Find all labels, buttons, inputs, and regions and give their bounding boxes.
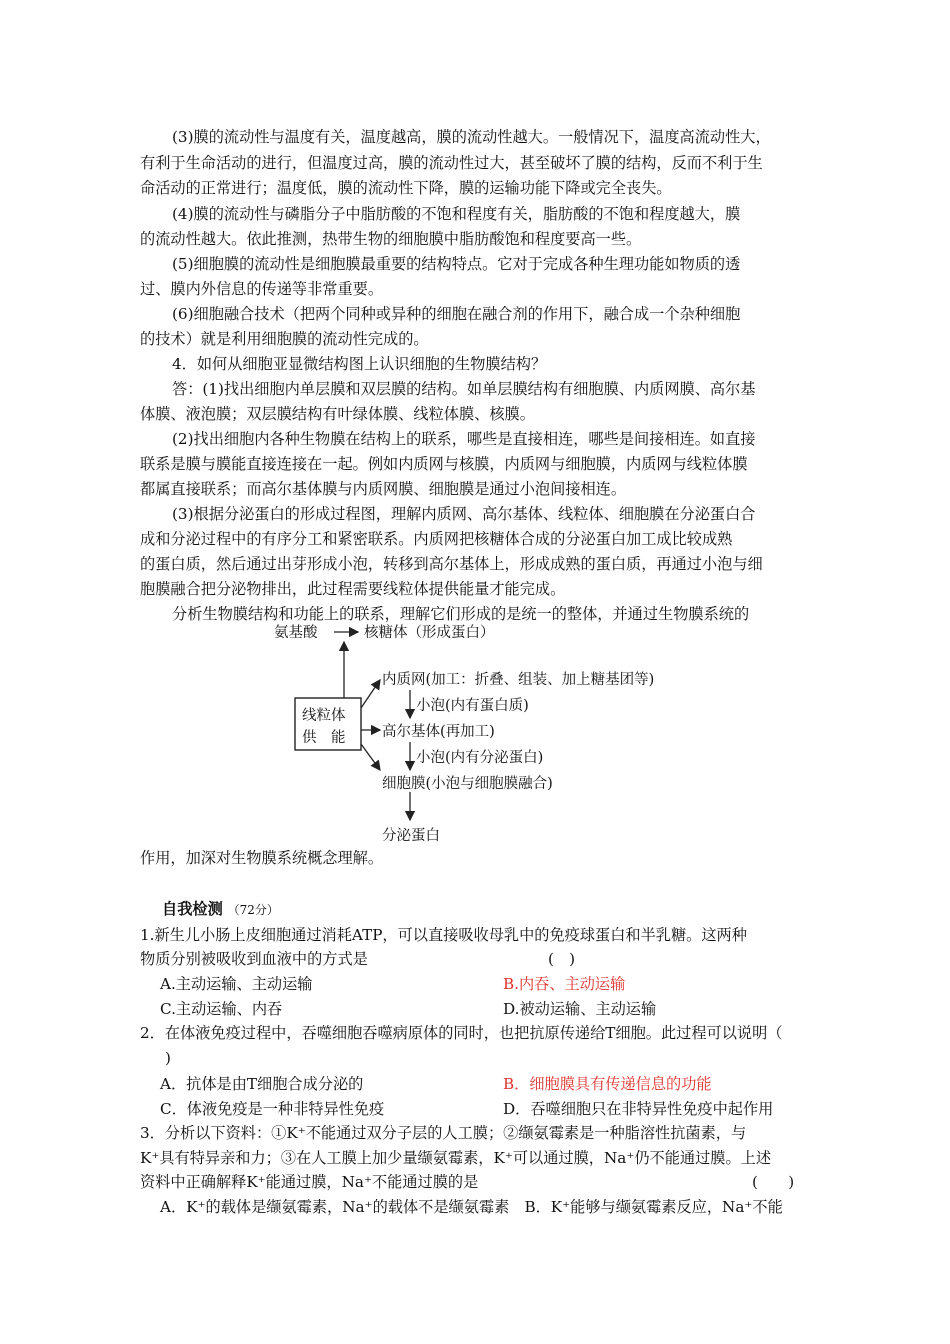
- q2-line-2: ): [165, 1049, 171, 1067]
- answer-2-line-3: 都属直接联系；而高尔基体膜与内质网膜、细胞膜是通过小泡间接相连。: [140, 480, 626, 498]
- amino-acid-label: 氨基酸: [274, 625, 318, 641]
- answer-3-line-1: (3)根据分泌蛋白的形成过程图，理解内质网、高尔基体、线粒体、细胞膜在分泌蛋白合: [172, 505, 756, 523]
- vesicle-1-label: 小泡(内有蛋白质): [416, 698, 529, 714]
- q1-option-d: D.被动运输、主动运输: [503, 1000, 657, 1018]
- secretory-pathway-diagram: [260, 620, 720, 850]
- paragraph-3-line-2: 有利于生命活动的进行，但温度过高，膜的流动性过大，甚至破坏了膜的结构，反而不利于生: [140, 154, 763, 172]
- cell-membrane-label: 细胞膜(小泡与细胞膜融合): [382, 776, 553, 792]
- q2-option-c: C．体液免疫是一种非特异性免疫: [160, 1100, 385, 1118]
- q2-option-a: A．抗体是由T细胞合成分泌的: [160, 1075, 364, 1093]
- answer-3-line-3: 的蛋白质，然后通过出芽形成小泡，转移到高尔基体上，形成成熟的蛋白质，再通过小泡与细: [140, 555, 763, 573]
- vesicle-2-label: 小泡(内有分泌蛋白): [416, 750, 544, 766]
- answer-2-line-2: 联系是膜与膜能直接连接在一起。例如内质网与核膜，内质网与细胞膜，内质网与线粒体膜: [140, 455, 748, 473]
- q1-option-b: B.内吞、主动运输: [503, 975, 626, 993]
- q3-answer-blank: ( ): [752, 1173, 795, 1191]
- q3-line-3: 资料中正确解释K⁺能通过膜，Na⁺不能通过膜的是: [140, 1173, 479, 1191]
- question-4: 4．如何从细胞亚显微结构图上认识细胞的生物膜结构？: [172, 355, 547, 373]
- q1-option-c: C.主动运输、内吞: [160, 1000, 283, 1018]
- paragraph-6-line-2: 的技术）就是利用细胞膜的流动性完成的。: [140, 330, 429, 348]
- paragraph-3-line-3: 命活动的正常进行；温度低，膜的流动性下降，膜的运输功能下降或完全丧失。: [140, 179, 672, 197]
- er-label: 内质网(加工：折叠、组装、加上糖基团等): [382, 672, 655, 688]
- golgi-label: 高尔基体(再加工): [382, 724, 495, 740]
- q2-line-1: 2．在体液免疫过程中，吞噬细胞吞噬病原体的同时，也把抗原传递给T细胞。此过程可以说明（: [140, 1024, 783, 1042]
- energy-supply-label: 供 能: [302, 730, 346, 746]
- q3-line-1: 3．分析以下资料：①K⁺不能通过双分子层的人工膜；②缬氨霉素是一种脂溶性抗菌素，与: [140, 1124, 747, 1142]
- paragraph-5-line-2: 过、膜内外信息的传递等非常重要。: [140, 280, 383, 298]
- answer-1-line-2: 体膜、液泡膜；双层膜结构有叶绿体膜、线粒体膜、核膜。: [140, 405, 535, 423]
- q3-options-a-b: A．K⁺的载体是缬氨霉素，Na⁺的载体不是缬氨霉素 B．K⁺能够与缬氨霉素反应，Na⁺不能: [160, 1198, 783, 1216]
- q1-answer-blank: ( ): [548, 950, 576, 968]
- q1-option-a: A.主动运输、主动运输: [160, 975, 313, 993]
- ribosome-label: 核糖体（形成蛋白）: [364, 625, 495, 641]
- self-test-heading: [162, 898, 279, 921]
- q2-option-d: D．吞噬细胞只在非特异性免疫中起作用: [503, 1100, 774, 1118]
- paragraph-5-line-1: (5)细胞膜的流动性是细胞膜最重要的结构特点。它对于完成各种生理功能如物质的透: [172, 255, 741, 273]
- mitochondria-label: 线粒体: [302, 708, 346, 724]
- self-test-title: 自我检测: [162, 900, 223, 918]
- answer-2-line-1: (2)找出细胞内各种生物膜在结构上的联系，哪些是直接相连，哪些是间接相连。如直接: [172, 430, 756, 448]
- paragraph-4-line-1: (4)膜的流动性与磷脂分子中脂肪酸的不饱和程度有关，脂肪酸的不饱和程度越大，膜: [172, 205, 741, 223]
- paragraph-6-line-1: (6)细胞融合技术（把两个同种或异种的细胞在融合剂的作用下，融合成一个杂种细胞: [172, 305, 741, 323]
- analysis-line-2: 作用，加深对生物膜系统概念理解。: [140, 849, 383, 867]
- q2-option-b: B．细胞膜具有传递信息的功能: [503, 1075, 712, 1093]
- analysis-line-1: 分析生物膜结构和功能上的联系，理解它们形成的是统一的整体，并通过生物膜系统的: [172, 605, 750, 623]
- q1-line-2: 物质分别被吸收到血液中的方式是: [140, 950, 368, 968]
- answer-3-line-4: 胞膜融合把分泌物排出，此过程需要线粒体提供能量才能完成。: [140, 580, 566, 598]
- q1-line-1: 1.新生儿小肠上皮细胞通过消耗ATP，可以直接吸收母乳中的免疫球蛋白和半乳糖。这两种: [140, 926, 747, 944]
- answer-3-line-2: 成和分泌过程中的有序分工和紧密联系。内质网把核糖体合成的分泌蛋白加工成比较成熟: [140, 530, 733, 548]
- secretory-protein-label: 分泌蛋白: [382, 828, 440, 844]
- answer-1-line-1: 答：(1)找出细胞内单层膜和双层膜的结构。如单层膜结构有细胞膜、内质网膜、高尔基: [172, 380, 756, 398]
- paragraph-3-line-1: (3)膜的流动性与温度有关，温度越高，膜的流动性越大。一般情况下，温度高流动性大，: [172, 128, 771, 146]
- self-test-score: （72分）: [227, 903, 279, 917]
- paragraph-4-line-2: 的流动性越大。依此推测，热带生物的细胞膜中脂肪酸饱和程度要高一些。: [140, 230, 642, 248]
- q3-line-2: K⁺具有特异亲和力；③在人工膜上加少量缬氨霉素，K⁺可以通过膜，Na⁺仍不能通过膜。上述: [140, 1149, 772, 1167]
